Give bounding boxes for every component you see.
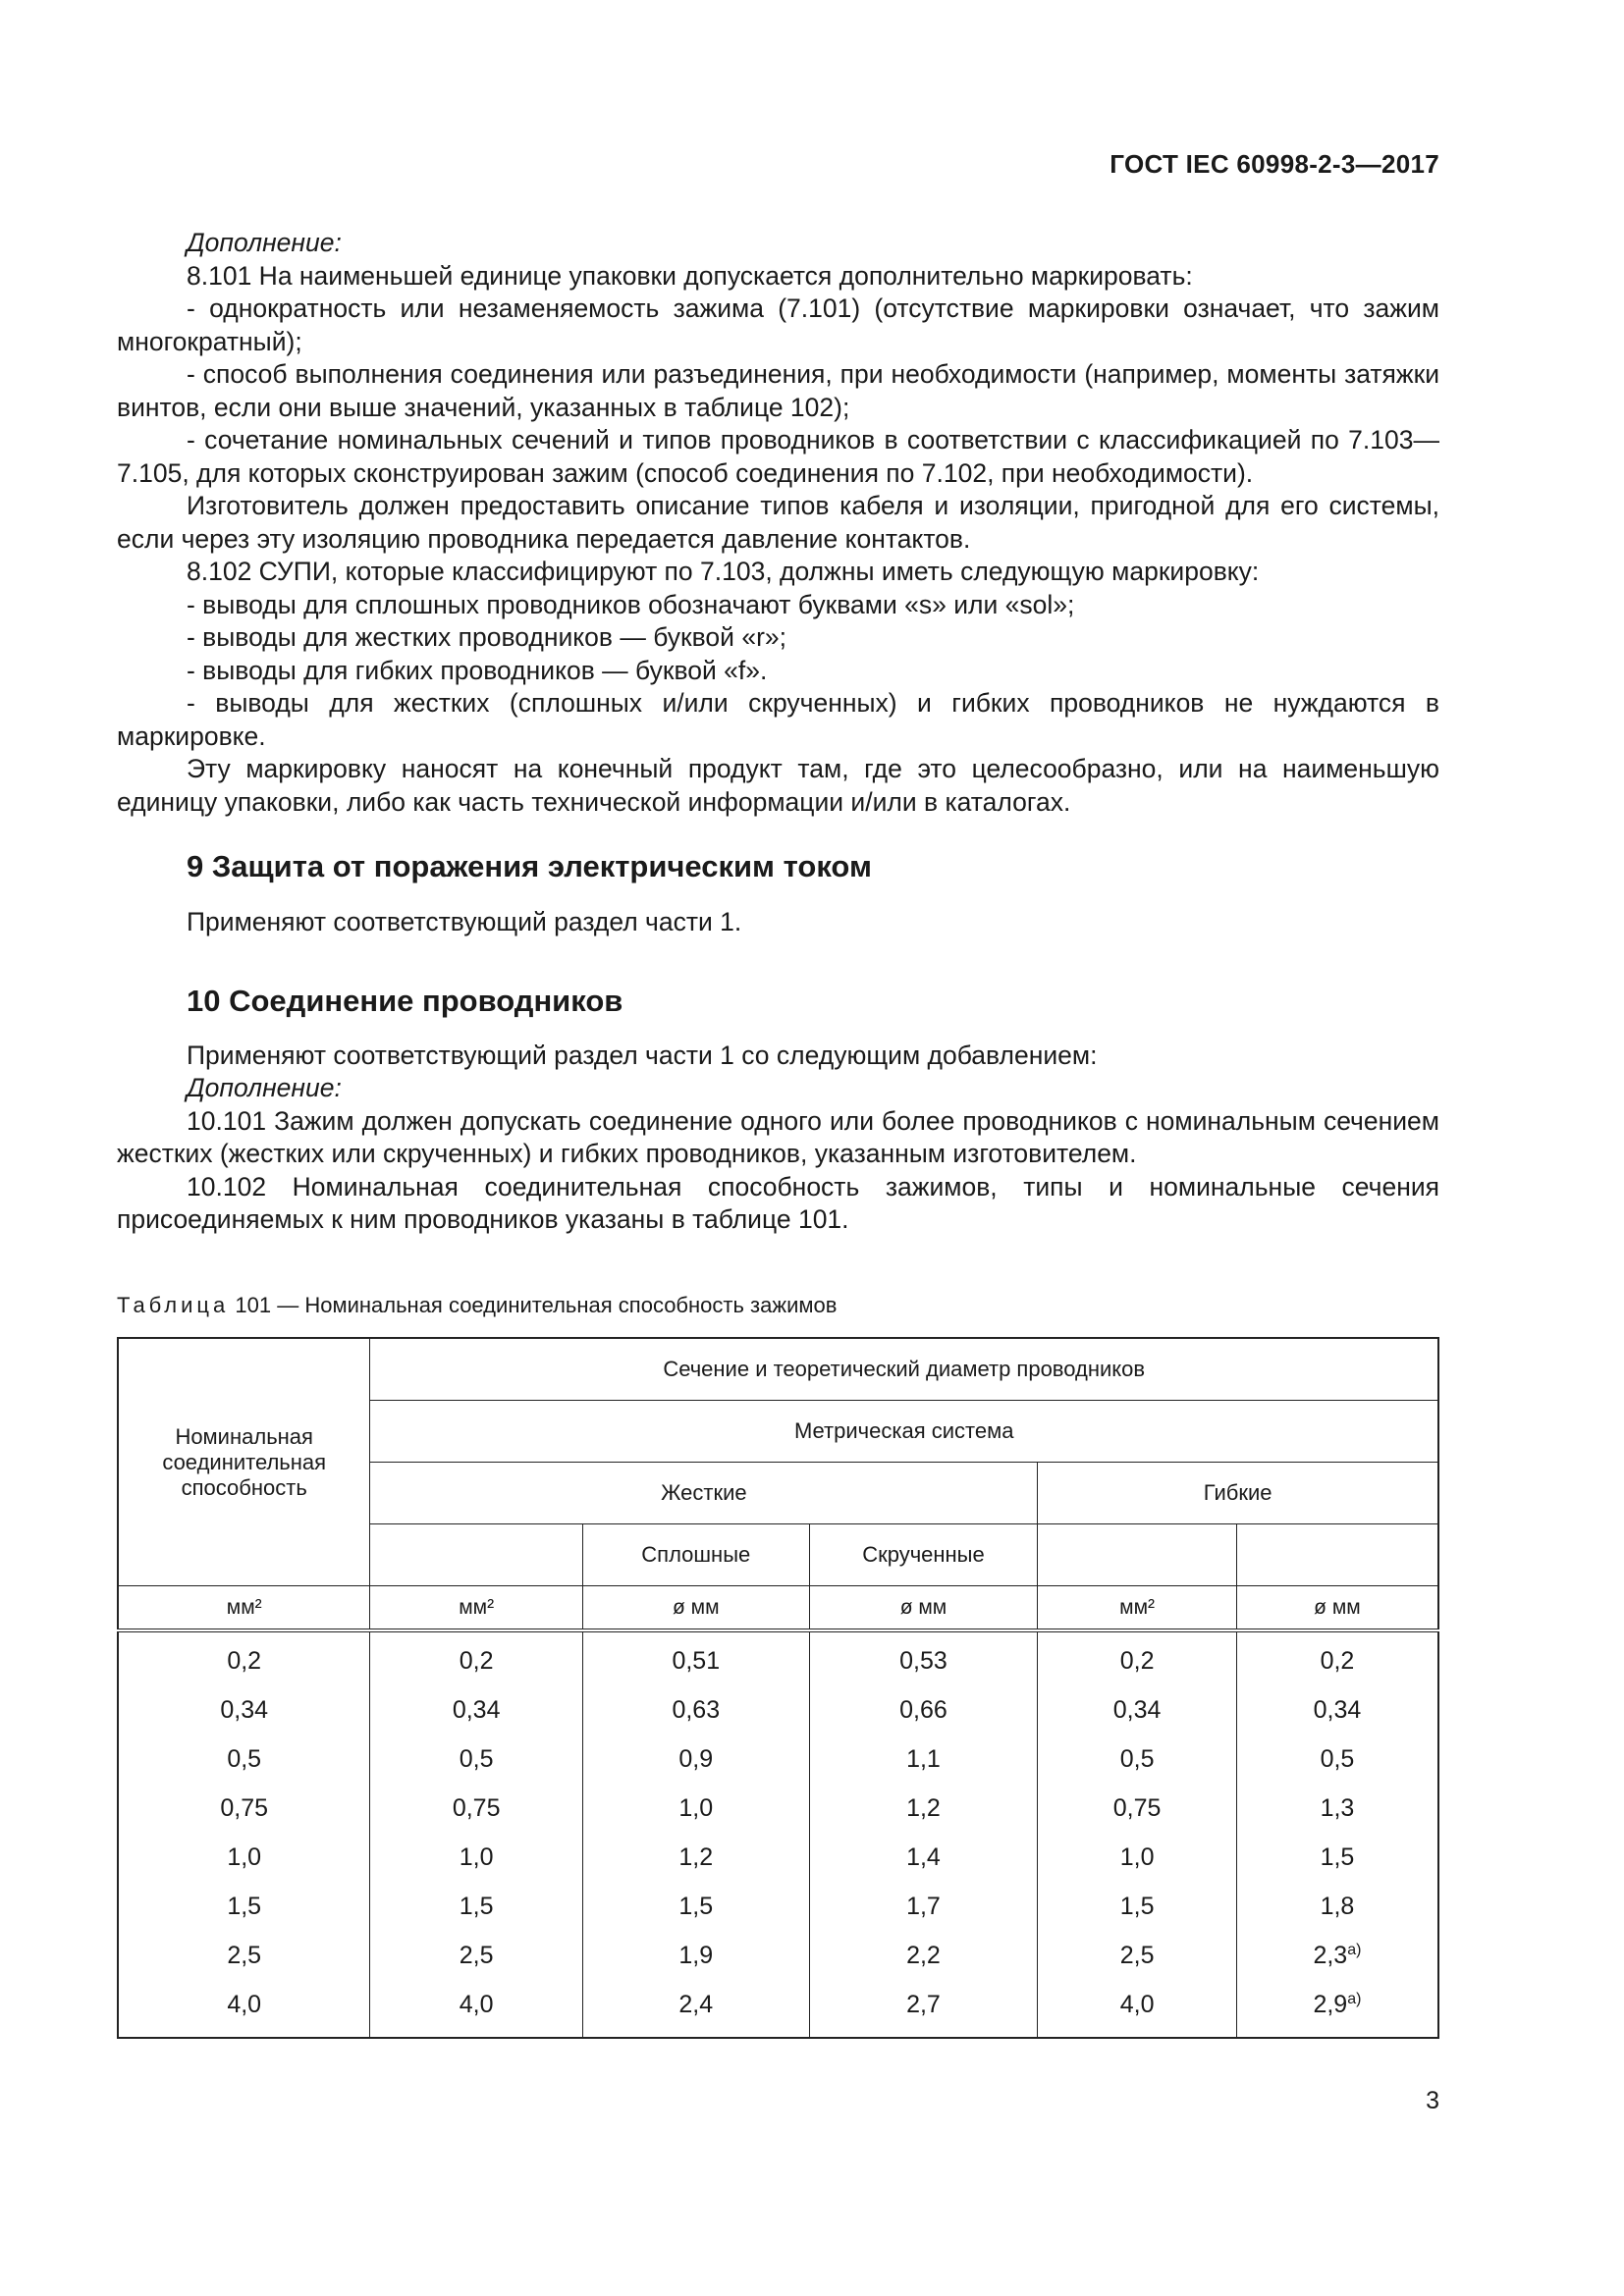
top-paragraph: 8.101 На наименьшей единице упаковки допускается дополнительно маркировать: — [187, 260, 1193, 291]
table-cell: 2,3$^{а)}$ — [1236, 1931, 1438, 1980]
section-10-paragraph: Дополнение: — [187, 1073, 342, 1102]
table-cell: 1,4 — [809, 1833, 1038, 1882]
connecting-capacity-table — [117, 1337, 1439, 2039]
table-cell: 1,0 — [582, 1784, 809, 1833]
table-row — [118, 1735, 1438, 1784]
top-paragraphs — [117, 227, 1439, 819]
top-paragraph: - способ выполнения соединения или разъединения, при необходимости (например, моменты затяжки винтов, если они выше значений, указанных в таблице 102); — [117, 359, 1439, 422]
section-10-heading: 10 Соединение проводников — [187, 983, 623, 1018]
table-cell: 2,9$^{а)}$ — [1236, 1980, 1438, 2038]
table-cell: 4,0 — [118, 1980, 370, 2038]
section-10-paragraph: Применяют соответствующий раздел части 1 со следующим добавлением: — [187, 1040, 1098, 1070]
table-row — [118, 1630, 1438, 1685]
table-cell: 0,51 — [582, 1630, 809, 1685]
table-cell: 1,5 — [1236, 1833, 1438, 1882]
table-cell: 4,0 — [1038, 1980, 1237, 2038]
top-paragraph: - выводы для жестких проводников — буквой «r»; — [187, 622, 787, 652]
table-cell: 0,75 — [370, 1784, 583, 1833]
table-cell: 0,66 — [809, 1685, 1038, 1735]
table-caption-text: 101 — Номинальная соединительная способность зажимов — [235, 1293, 838, 1317]
table-cell: 0,34 — [118, 1685, 370, 1735]
table-cell: 0,9 — [582, 1735, 809, 1784]
table-cell: 1,0 — [1038, 1833, 1237, 1882]
table-cell: 0,5 — [118, 1735, 370, 1784]
table-cell: 1,8 — [1236, 1882, 1438, 1931]
header-solid: Сплошные — [582, 1524, 809, 1586]
page-number: 3 — [1426, 2087, 1439, 2114]
table-cell: 2,5 — [118, 1931, 370, 1980]
table-body — [118, 1630, 1438, 2038]
top-paragraph: 8.102 СУПИ, которые классифицируют по 7.103, должны иметь следующую маркировку: — [187, 557, 1260, 586]
section-9-heading: 9 Защита от поражения электрическим током — [187, 849, 872, 883]
unit-cell: ø мм — [809, 1586, 1038, 1631]
table-cell: 2,5 — [1038, 1931, 1237, 1980]
table-cell: 0,34 — [1236, 1685, 1438, 1735]
top-paragraph: Эту маркировку наносят на конечный продукт там, где это целесообразно, или на наименьшую единицу упаковки, либо как часть технической информации и/или в каталогах. — [117, 754, 1439, 817]
header-flexible: Гибкие — [1038, 1463, 1438, 1524]
table-cell: 1,9 — [582, 1931, 809, 1980]
table-cell: 1,1 — [809, 1735, 1038, 1784]
table-row — [118, 1931, 1438, 1980]
units-row — [118, 1586, 1438, 1631]
unit-cell: мм² — [1038, 1586, 1237, 1631]
table-cell: 2,5 — [370, 1931, 583, 1980]
table-cell: 1,5 — [370, 1882, 583, 1931]
table-cell: 1,2 — [582, 1833, 809, 1882]
header-metric-system: Метрическая система — [370, 1401, 1438, 1463]
table-cell: 1,0 — [118, 1833, 370, 1882]
header-flexible-empty-2 — [1236, 1524, 1438, 1586]
header-flexible-empty-1 — [1038, 1524, 1237, 1586]
table-cell: 0,5 — [1236, 1735, 1438, 1784]
table-cell: 0,34 — [1038, 1685, 1237, 1735]
table-cell: 1,5 — [1038, 1882, 1237, 1931]
top-paragraph: - выводы для жестких (сплошных и/или скрученных) и гибких проводников не нуждаются в маркировке. — [117, 688, 1439, 751]
footnote-mark: а) — [1347, 1990, 1362, 2007]
table-cell: 0,53 — [809, 1630, 1038, 1685]
table-cell: 0,2 — [1038, 1630, 1237, 1685]
top-paragraph: - выводы для гибких проводников — буквой «f». — [187, 655, 768, 685]
table-caption — [117, 1293, 837, 1318]
table-cell: 4,0 — [370, 1980, 583, 2038]
header-section-diameter: Сечение и теоретический диаметр проводников — [370, 1338, 1438, 1401]
table-cell: 0,75 — [1038, 1784, 1237, 1833]
top-paragraph: - выводы для сплошных проводников обозначают буквами «s» или «sol»; — [187, 589, 1075, 619]
table-cell: 1,0 — [370, 1833, 583, 1882]
body-text — [117, 227, 1439, 1237]
table-cell: 0,2 — [370, 1630, 583, 1685]
table-cell: 1,5 — [582, 1882, 809, 1931]
table-row — [118, 1685, 1438, 1735]
table-cell: 0,75 — [118, 1784, 370, 1833]
table-cell: 2,2 — [809, 1931, 1038, 1980]
table-cell: 2,7 — [809, 1980, 1038, 2038]
table-cell: 0,2 — [118, 1630, 370, 1685]
section-9-text: Применяют соответствующий раздел части 1. — [187, 907, 742, 936]
top-paragraph: - однократность или незаменяемость зажима (7.101) (отсутствие маркировки означает, что зажим многократный); — [117, 294, 1439, 356]
header-rigid-empty — [370, 1524, 583, 1586]
section-10-paragraphs — [117, 1040, 1439, 1237]
header-nominal-capacity: Номинальная соединительная способность — [118, 1338, 370, 1586]
top-paragraph: Изготовитель должен предоставить описание типов кабеля и изоляции, пригодной для его системы, если через эту изоляцию проводника передается давление контактов. — [117, 491, 1439, 554]
unit-cell: ø мм — [1236, 1586, 1438, 1631]
table-cell: 0,2 — [1236, 1630, 1438, 1685]
table-cell: 0,34 — [370, 1685, 583, 1735]
table-cell: 1,2 — [809, 1784, 1038, 1833]
table-cell: 1,5 — [118, 1882, 370, 1931]
document-code: ГОСТ IEC 60998-2-3—2017 — [1110, 149, 1439, 179]
section-10-paragraph: 10.101 Зажим должен допускать соединение одного или более проводников с номинальным сечением жестких (жестких или скрученных) и гибких проводников, указанным изготовителем. — [117, 1105, 1439, 1168]
unit-cell: мм² — [118, 1586, 370, 1631]
table-cell: 0,63 — [582, 1685, 809, 1735]
unit-cell: мм² — [370, 1586, 583, 1631]
section-10-paragraph: 10.102 Номинальная соединительная способность зажимов, типы и номинальные сечения присоединяемых к ним проводников указаны в таблице 101. — [117, 1171, 1439, 1234]
table-cell: 0,5 — [1038, 1735, 1237, 1784]
table-caption-word: Таблица — [117, 1293, 230, 1317]
table-cell: 1,3 — [1236, 1784, 1438, 1833]
header-rigid: Жесткие — [370, 1463, 1038, 1524]
table-cell: 2,4 — [582, 1980, 809, 2038]
top-paragraph: Дополнение: — [187, 228, 342, 257]
unit-cell: ø мм — [582, 1586, 809, 1631]
top-paragraph: - сочетание номинальных сечений и типов проводников в соответствии с классификацией по 7.103—7.105, для которых сконструирован зажим (способ соединения по 7.102, при необходимости). — [117, 425, 1439, 488]
footnote-mark: а) — [1347, 1941, 1362, 1958]
table-row — [118, 1980, 1438, 2038]
table-row — [118, 1784, 1438, 1833]
table-row — [118, 1833, 1438, 1882]
table-cell: 1,7 — [809, 1882, 1038, 1931]
header-stranded: Скрученные — [809, 1524, 1038, 1586]
table-cell: 0,5 — [370, 1735, 583, 1784]
table-row — [118, 1882, 1438, 1931]
